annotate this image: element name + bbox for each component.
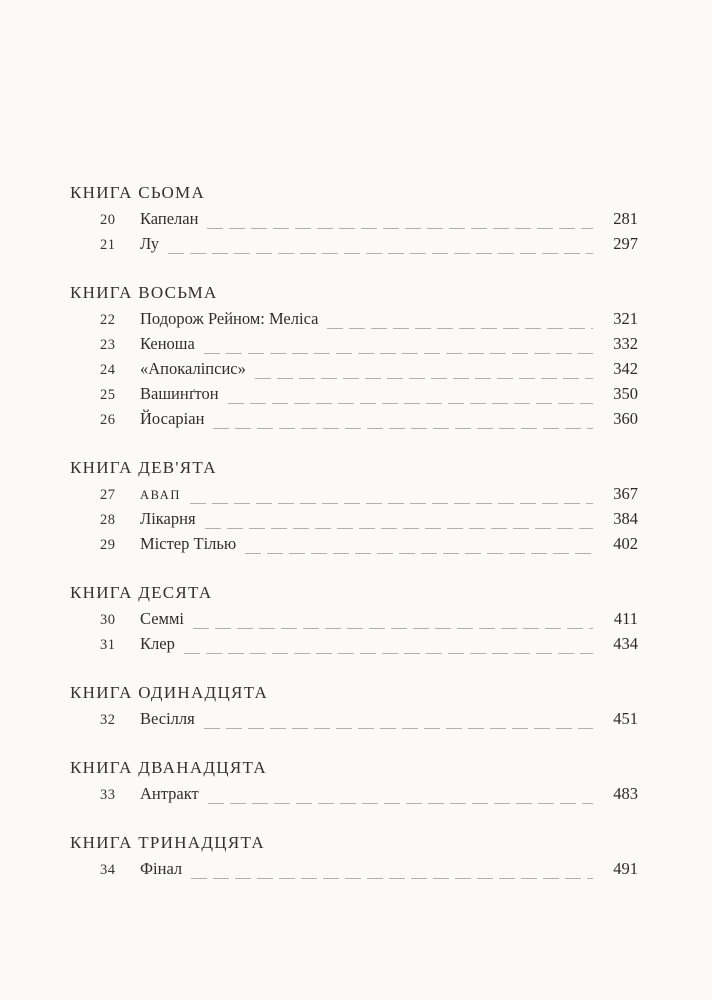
page-number: 332 [613,334,638,353]
section-heading: КНИГА ВОСЬМА [70,283,218,302]
page-number: 360 [613,409,638,428]
dot-leader [205,528,593,530]
chapter-number: 31 [100,637,116,653]
dot-leader [213,428,593,430]
toc-entry [70,209,638,234]
page-number: 483 [613,784,638,803]
dot-leader [228,403,593,405]
chapter-title: Фінал [140,859,183,878]
page-number: 402 [613,534,638,553]
toc-entry [70,334,638,359]
chapter-title: Подорож Рейном: Меліса [140,309,319,328]
chapter-number: 20 [100,212,116,228]
table-of-contents [70,183,638,908]
chapter-title: Семмі [140,609,184,628]
toc-section-book-ten [70,583,638,659]
chapter-number: 27 [100,487,116,503]
page-number: 281 [613,209,638,228]
chapter-title: Лікарня [140,509,196,528]
chapter-title: Антракт [140,784,199,803]
chapter-number: 32 [100,712,116,728]
chapter-number: 24 [100,362,116,378]
chapter-title: Лу [140,234,160,253]
page-number: 434 [613,634,638,653]
page-number: 451 [613,709,638,728]
chapter-title: Капелан [140,209,199,228]
toc-entry [70,534,638,559]
section-heading: КНИГА ДВАНАДЦЯТА [70,758,267,777]
section-heading: КНИГА ДЕВ'ЯТА [70,458,217,477]
toc-entry [70,309,638,334]
toc-entry [70,409,638,434]
page-number: 350 [613,384,638,403]
chapter-title: «Апокаліпсис» [140,359,246,378]
toc-entry [70,384,638,409]
dot-leader [191,878,593,880]
chapter-number: 28 [100,512,116,528]
chapter-title: Містер Тілью [140,534,237,553]
chapter-title: Вашинґтон [140,384,219,403]
section-heading: КНИГА СЬОМА [70,183,206,202]
chapter-number: 34 [100,862,116,878]
page-number: 297 [613,234,638,253]
dot-leader [245,553,593,555]
chapter-number: 21 [100,237,116,253]
toc-entry [70,359,638,384]
toc-entry [70,509,638,534]
toc-entry [70,484,638,509]
dot-leader [208,803,593,805]
toc-section-book-eleven [70,683,638,734]
dot-leader [168,253,593,255]
chapter-number: 25 [100,387,116,403]
dot-leader [193,628,593,630]
page-number: 321 [613,309,638,328]
chapter-number: 33 [100,787,116,803]
toc-section-book-thirteen [70,833,638,884]
page-number: 342 [613,359,638,378]
chapter-title: Кеноша [140,334,195,353]
chapter-title: Клер [140,634,175,653]
toc-section-book-nine [70,458,638,559]
toc-section-book-eight [70,283,638,434]
toc-section-book-seven [70,183,638,259]
chapter-number: 30 [100,612,116,628]
toc-entry [70,784,638,809]
chapter-title: Весілля [140,709,195,728]
section-heading: КНИГА ТРИНАДЦЯТА [70,833,265,852]
toc-entry [70,234,638,259]
chapter-number: 23 [100,337,116,353]
page-number: 367 [613,484,638,503]
chapter-title: Йосаріан [140,409,205,428]
chapter-title: АВАП [140,488,182,502]
page-number: 384 [613,509,638,528]
toc-entry [70,859,638,884]
dot-leader [184,653,593,655]
chapter-number: 22 [100,312,116,328]
chapter-number: 26 [100,412,116,428]
section-heading: КНИГА ОДИНАДЦЯТА [70,683,269,702]
page-number: 411 [613,609,638,628]
section-heading: КНИГА ДЕСЯТА [70,583,213,602]
toc-entry [70,709,638,734]
chapter-number: 29 [100,537,116,553]
dot-leader [204,353,593,355]
dot-leader [207,228,593,230]
page-number: 491 [613,859,638,878]
toc-entry [70,634,638,659]
toc-entry [70,609,638,634]
dot-leader [327,328,593,330]
dot-leader [255,378,593,380]
toc-section-book-twelve [70,758,638,809]
dot-leader [190,503,593,505]
dot-leader [204,728,593,730]
